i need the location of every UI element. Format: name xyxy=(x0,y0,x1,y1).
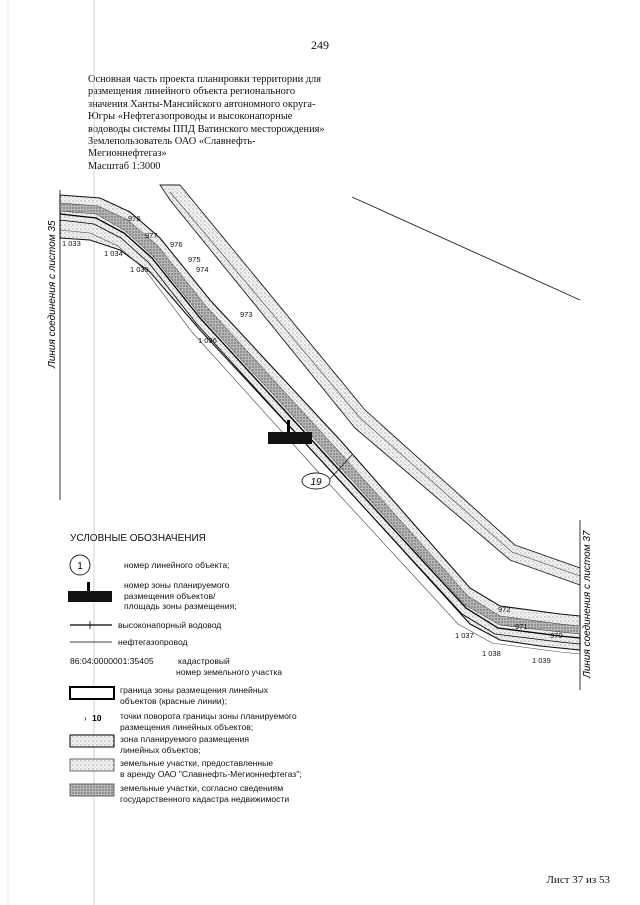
title-line: Югры «Нефтегазопроводы и высоконапорные xyxy=(88,111,293,123)
zone-marker-box xyxy=(268,432,312,444)
legend-leased-land-symbol xyxy=(70,759,114,771)
turn-point-label: 972 xyxy=(498,605,511,614)
legend-red-lines-symbol xyxy=(70,687,114,699)
turn-point-label: 975 xyxy=(188,255,201,264)
legend-red-lines-line: объектов (красные линии); xyxy=(120,695,227,706)
legend-cadastral-sample: 86:04:0000001:35405 xyxy=(70,656,154,666)
turn-point-label: 971 xyxy=(515,622,528,631)
legend-cadastre-land-symbol xyxy=(70,784,114,796)
title-line: Землепользователь ОАО «Славнефть- xyxy=(88,136,256,148)
legend-water-pipeline-text: высоконапорный водовод xyxy=(118,620,222,630)
legend-zone-line: номер зоны планируемого xyxy=(124,580,230,590)
cadastral-label: 1 036 xyxy=(198,336,217,345)
legend-turn-points-line: точки поворота границы зоны планируемого xyxy=(120,711,297,721)
cadastral-label: 1 039 xyxy=(532,656,551,665)
legend-cadastre-line: земельные участки, согласно сведениям xyxy=(120,783,284,793)
connection-label-right: Линия соединения с листом 37 xyxy=(582,530,593,678)
turn-point-label: 970 xyxy=(550,631,563,640)
cadastral-label: 1 034 xyxy=(104,249,123,258)
cadastral-label: 1 037 xyxy=(455,631,474,640)
legend-turn-point-tick: › xyxy=(84,714,87,723)
legend-leased-line: в аренду ОАО "Славнефть-Мегионнефтегаз"; xyxy=(120,768,302,779)
turn-point-label: 977 xyxy=(145,231,158,240)
turn-point-label: 974 xyxy=(196,265,209,274)
leased-land-strip xyxy=(160,185,580,585)
legend-cadastral-line: кадастровый xyxy=(178,656,230,666)
legend-red-lines-line: граница зоны размещения линейных xyxy=(120,685,269,695)
legend-title: УСЛОВНЫЕ ОБОЗНАЧЕНИЯ xyxy=(70,533,206,544)
legend-object-number-text: номер линейного объекта; xyxy=(124,560,230,570)
title-line: водоводы системы ППД Ватинского месторождения» xyxy=(88,123,325,135)
legend-cadastral-text xyxy=(178,656,282,677)
legend-red-lines-text xyxy=(120,685,268,706)
zone-marker-stem xyxy=(287,420,290,432)
turn-point-label: 976 xyxy=(170,240,183,249)
road-line xyxy=(352,197,580,300)
legend-turn-point-sample: 10 xyxy=(92,713,102,723)
page-number: 249 xyxy=(311,38,329,52)
legend-object-number: 1 xyxy=(77,561,83,572)
cadastral-label: 1 035 xyxy=(130,265,149,274)
scale-label: Масштаб 1:3000 xyxy=(88,160,161,172)
legend-cadastre-line: государственного кадастра недвижимости xyxy=(120,793,290,804)
legend-placement-zone-symbol xyxy=(70,735,114,747)
legend-placement-line: линейных объектов; xyxy=(120,744,201,755)
legend-zone-line: размещения объектов/ xyxy=(124,590,216,601)
legend-oil-pipeline-text: нефтегазопровод xyxy=(118,637,188,647)
title-line: Мегионнефтегаз» xyxy=(88,148,167,160)
legend-leased-line: земельные участки, предоставленные xyxy=(120,758,274,768)
legend-leased-land-text xyxy=(120,758,302,779)
legend-zone-number-text xyxy=(124,580,237,612)
legend-zone-line: площадь зоны размещения; xyxy=(124,601,237,611)
linear-object-number: 19 xyxy=(310,477,322,488)
legend-placement-line: зона планируемого размещения xyxy=(120,734,250,744)
connection-label-left: Линия соединения с листом 35 xyxy=(47,220,58,368)
legend-zone-stem xyxy=(87,582,90,591)
legend-placement-zone-text xyxy=(120,734,249,755)
turn-point-label: 973 xyxy=(240,310,253,319)
legend-cadastre-land-text xyxy=(120,783,289,804)
legend-zone-box xyxy=(68,591,112,602)
title-line: размещения линейного объекта регионального xyxy=(88,86,296,98)
title-line: Основная часть проекта планировки территории для xyxy=(88,74,321,85)
cadastral-label: 1 033 xyxy=(62,239,81,248)
legend-cadastral-line: номер земельного участка xyxy=(176,666,283,677)
legend-turn-points-text xyxy=(120,711,297,732)
turn-point-label: 976 xyxy=(128,214,141,223)
legend-turn-points-line: размещения линейных объектов; xyxy=(120,721,254,732)
sheet-footer: Лист 37 из 53 xyxy=(546,874,610,886)
title-line: значения Ханты-Мансийского автономного округа- xyxy=(88,98,316,110)
cadastral-label: 1 038 xyxy=(482,649,501,658)
